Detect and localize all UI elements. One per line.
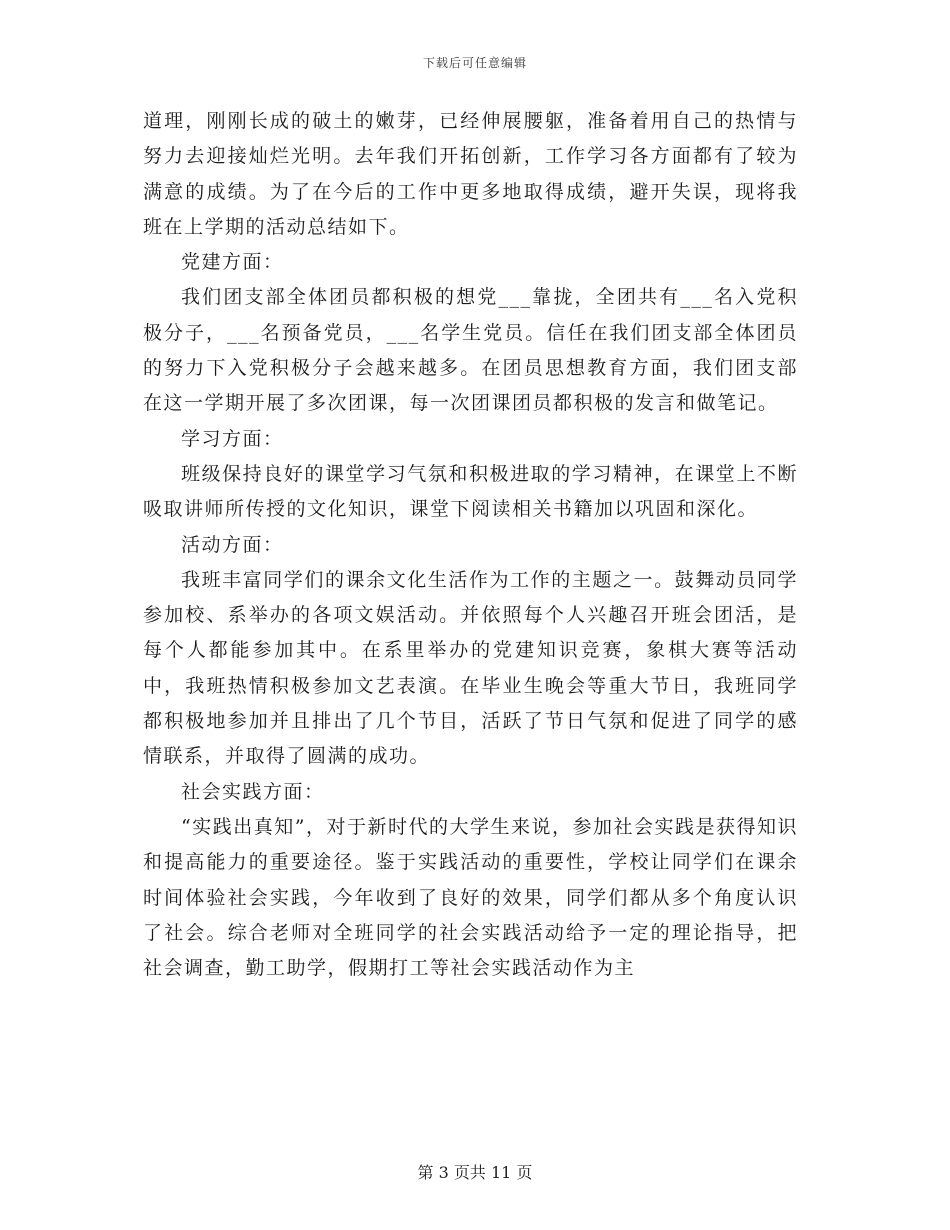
document-body [143, 104, 798, 986]
paragraph-study: 班级保持良好的课堂学习气氛和积极进取的学习精神，在课堂上不断吸取讲师所传授的文化知识，课堂下阅读相关书籍加以巩固和深化。 [143, 462, 798, 521]
section-heading-activities: 活动方面： [181, 533, 284, 556]
section-heading-social-practice: 社会实践方面： [181, 780, 325, 803]
paragraph-party-building: 我们团支部全体团员都积极的想党___靠拢，全团共有___名入党积极分子，___名预备党员，___名学生党员。信任在我们团支部全体团员的努力下入党积极分子会越来越多。在团员思想教育方面，我们团支部在这一学期开展了多次团课，每一次团课团员都积极的发言和做笔记。 [143, 286, 798, 415]
paragraph-social-practice: “实践出真知”，对于新时代的大学生来说，参加社会实践是获得知识和提高能力的重要途径。鉴于实践活动的重要性，学校让同学们在课余时间体验社会实践，今年收到了良好的效果，同学们都从多个角度认识了社会。综合老师对全班同学的社会实践活动给予一定的理论指导，把社会调查，勤工助学，假期打工等社会实践活动作为主 [143, 815, 798, 980]
paragraph-activities: 我班丰富同学们的课余文化生活作为工作的主题之一。鼓舞动员同学参加校、系举办的各项文娱活动。并依照每个人兴趣召开班会团活，是每个人都能参加其中。在系里举办的党建知识竞赛，象棋大赛等活动中，我班热情积极参加文艺表演。在毕业生晚会等重大节日，我班同学都积极地参加并且排出了几个节目，活跃了节日气氛和促进了同学的感情联系，并取得了圆满的成功。 [143, 568, 798, 768]
paragraph-intro: 道理，刚刚长成的破土的嫩芽，已经伸展腰躯，准备着用自己的热情与努力去迎接灿烂光明。去年我们开拓创新，工作学习各方面都有了较为满意的成绩。为了在今后的工作中更多地取得成绩，避开失误，现将我班在上学期的活动总结如下。 [143, 110, 798, 238]
page-number: 第 3 页共 11 页 [417, 1163, 533, 1182]
page-header: 下载后可任意编辑 [422, 56, 527, 70]
section-heading-study: 学习方面： [181, 427, 284, 450]
section-heading-party-building: 党建方面： [181, 251, 284, 274]
